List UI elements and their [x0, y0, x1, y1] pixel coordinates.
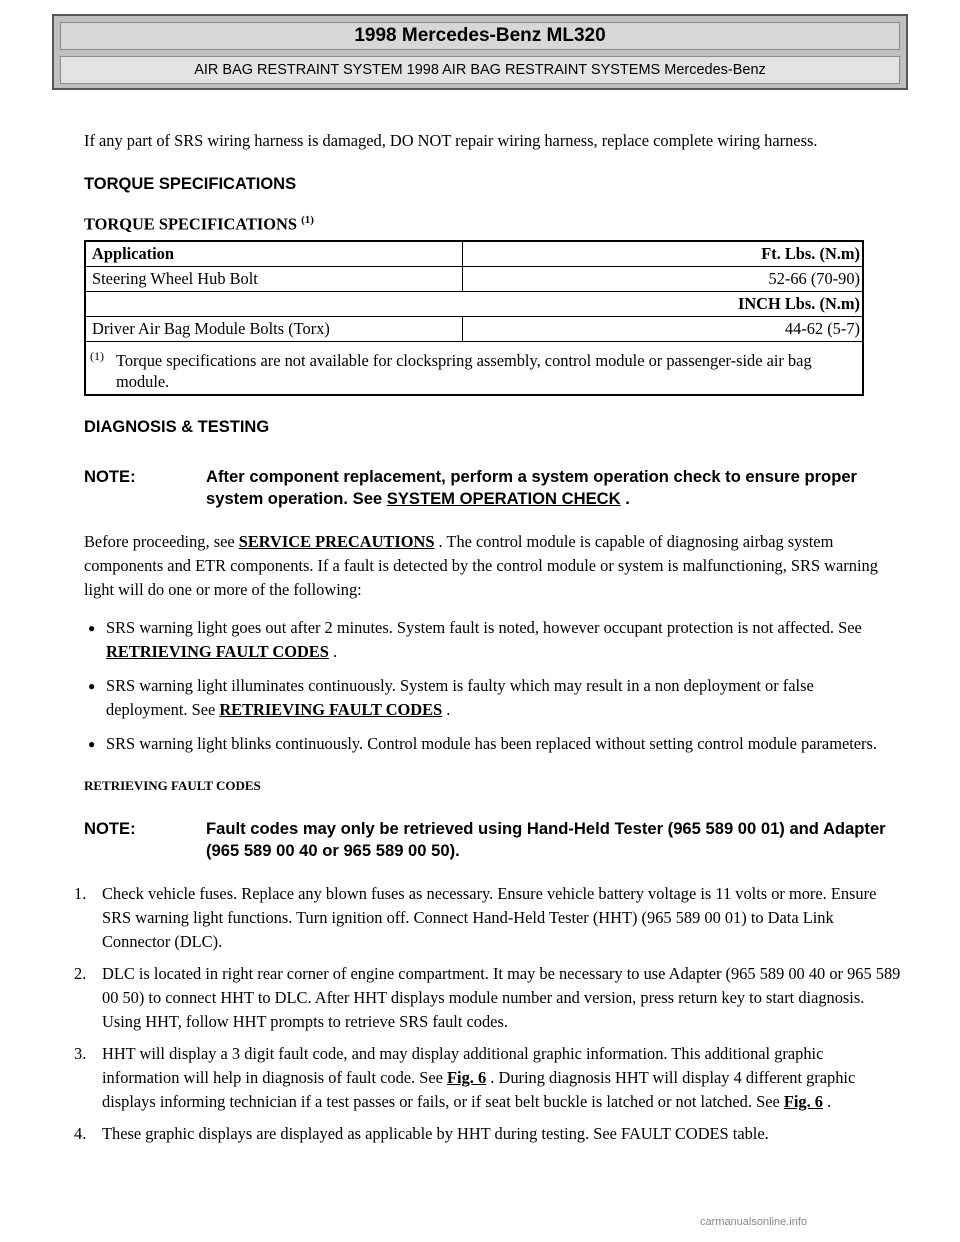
col-application: Application — [92, 244, 174, 263]
step-number: 1. — [74, 884, 87, 903]
step-text: Check vehicle fuses. Replace any blown fuses as necessary. Ensure vehicle battery voltage is 11 volts or more. Ensure SRS warning light functions. Turn ignition off. Connect Hand-Held Tester (HHT) (965 589 00 01) to Data Link Connector (DLC). — [102, 884, 877, 951]
note-label: NOTE: — [84, 467, 136, 486]
bullet-text: SRS warning light goes out after 2 minutes. System fault is noted, however occupant protection is not affected. See — [106, 618, 862, 637]
step-number: 3. — [74, 1044, 87, 1063]
system-operation-check-link[interactable]: SYSTEM OPERATION CHECK — [386, 489, 621, 508]
service-precautions-link[interactable]: SERVICE PRECAUTIONS — [238, 532, 435, 551]
table-subheader-row — [86, 292, 862, 317]
list-item — [84, 616, 894, 664]
row1-application: Steering Wheel Hub Bolt — [92, 269, 258, 288]
column-divider — [462, 317, 463, 342]
list-item — [74, 882, 904, 954]
table-row — [86, 317, 862, 342]
fig-6-link[interactable]: Fig. 6 — [447, 1068, 487, 1087]
bullet-icon: ● — [88, 679, 96, 693]
intro-paragraph: If any part of SRS wiring harness is damaged, DO NOT repair wiring harness, replace complete wiring harness. — [84, 131, 818, 150]
step-text: . — [823, 1092, 832, 1111]
torque-table-title-text: TORQUE SPECIFICATIONS — [84, 214, 297, 234]
col-ftlbs: Ft. Lbs. (N.m) — [761, 244, 860, 263]
list-item — [84, 732, 894, 756]
step-text: DLC is located in right rear corner of engine compartment. It may be necessary to use Adapter (965 589 00 40 or 965 589 00 50) to connect HHT to DLC. After HHT displays module number and version, press return key to start diagnosis. Using HHT, follow HHT prompts to retrieve SRS fault codes. — [102, 964, 901, 1031]
list-item — [74, 1042, 904, 1114]
bullet-end: . — [328, 642, 338, 661]
para2-before: Before proceeding, see — [84, 532, 239, 551]
note-text-body: After component replacement, perform a system operation check to ensure proper system operation. See — [206, 467, 858, 508]
fig-6-link[interactable]: Fig. 6 — [783, 1092, 823, 1111]
bullet-text: SRS warning light blinks continuously. Control module has been replaced without setting control module parameters. — [106, 734, 877, 753]
torque-table-title-sup: (1) — [301, 214, 314, 226]
note-text — [206, 466, 886, 510]
procedure-steps — [74, 882, 904, 1154]
document-title: 1998 Mercedes-Benz ML320 — [60, 22, 900, 50]
bullet-icon: ● — [88, 621, 96, 635]
para2-after: . The control module is capable of diagnosing airbag system components and ETR components. If a fault is detected by the control module or system is malfunctioning, SRS warning light will do one or more of the following: — [84, 532, 878, 599]
step-number: 4. — [74, 1124, 87, 1143]
torque-table-title — [84, 214, 314, 234]
bullet-text: SRS warning light illuminates continuously. System is faulty which may result in a non deployment or false deployment. See — [106, 676, 814, 719]
footnote-text: Torque specifications are not available for clockspring assembly, control module or passenger-side air bag module. — [116, 351, 812, 391]
table-header-row — [86, 242, 862, 267]
warning-light-list — [84, 616, 894, 766]
row2-value: 44-62 (5-7) — [784, 319, 860, 338]
page-header — [52, 14, 908, 90]
note-label: NOTE: — [84, 819, 136, 838]
table-footnote — [90, 350, 842, 392]
torque-heading: TORQUE SPECIFICATIONS — [84, 175, 297, 193]
diagnosis-heading: DIAGNOSIS & TESTING — [84, 418, 270, 436]
row2-application: Driver Air Bag Module Bolts (Torx) — [92, 319, 330, 338]
list-item — [74, 962, 904, 1034]
note-text: Fault codes may only be retrieved using Hand-Held Tester (965 589 00 01) and Adapter (965 589 00 40 or 965 589 00 50). — [206, 819, 886, 860]
torque-table — [84, 240, 864, 396]
step-text: . During diagnosis HHT will display 4 different graphic displays informing technician if a test passes or fails, or if seat belt buckle is latched or not latched. See — [102, 1068, 856, 1111]
step-text: HHT will display a 3 digit fault code, and may display additional graphic information. This additional graphic information will help in diagnosis of fault code. See — [102, 1044, 824, 1087]
service-precautions-paragraph — [84, 530, 904, 602]
retrieving-heading: RETRIEVING FAULT CODES — [84, 778, 261, 793]
list-item — [74, 1122, 904, 1146]
step-text: These graphic displays are displayed as applicable by HHT during testing. See FAULT CODES table. — [102, 1124, 769, 1143]
table-row — [86, 267, 862, 292]
column-divider — [462, 242, 463, 292]
step-number: 2. — [74, 964, 87, 983]
site-watermark: carmanualsonline.info — [700, 1216, 808, 1228]
bullet-icon: ● — [88, 737, 96, 751]
retrieving-fault-codes-link[interactable]: RETRIEVING FAULT CODES — [106, 642, 329, 661]
note-text-end: . — [620, 489, 630, 508]
row1-value: 52-66 (70-90) — [768, 269, 860, 288]
list-item — [84, 674, 894, 722]
document-subtitle: AIR BAG RESTRAINT SYSTEM 1998 AIR BAG RESTRAINT SYSTEMS Mercedes-Benz — [60, 56, 900, 84]
retrieving-fault-codes-link[interactable]: RETRIEVING FAULT CODES — [219, 700, 443, 719]
bullet-end: . — [442, 700, 451, 719]
footnote-mark: (1) — [90, 349, 104, 363]
inch-header: INCH Lbs. (N.m) — [737, 294, 860, 313]
